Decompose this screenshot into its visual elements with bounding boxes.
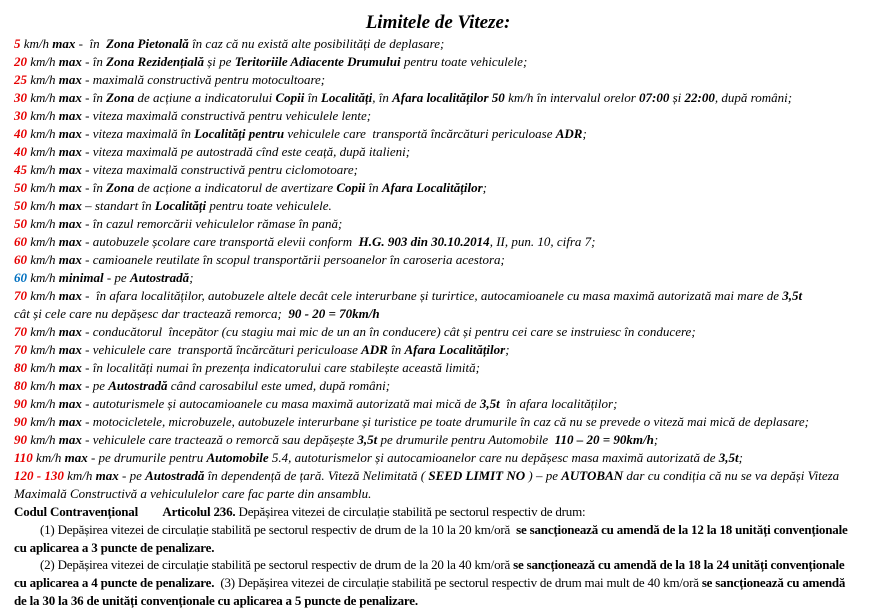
text-run: - autoturismele și autocamioanele cu masa maximă autorizată mai mică de	[81, 396, 480, 411]
text-run: max	[58, 180, 82, 195]
text-run: km/h în intervalul orelor	[504, 90, 640, 105]
text-run: (2) Depășirea vitezei de circulație stabilită pe sectorul respectiv de drum de la 20 la 40 km/oră	[40, 557, 514, 573]
text-run: - în localități numai în prezența indicatorului care stabilește această limită;	[81, 360, 480, 375]
text-run: (3) Depășirea vitezei de circulație stabilită pe sectorul respectiv de drum mai mult de 40 km/oră	[214, 575, 702, 591]
text-run: ;	[582, 126, 587, 141]
text-run: Autostradă	[108, 378, 168, 393]
text-run: se sancționează cu amendă de la 12 la 18 unități convenționale	[516, 521, 848, 537]
text-run: 22:00	[684, 90, 715, 105]
text-run: - în cazul remorcării vehiculelor rămase în pană;	[81, 216, 343, 231]
text-run: Copii	[275, 90, 305, 105]
text-run: de acțiune a indicatorului	[134, 90, 276, 105]
text-run: - motocicletele, microbuzele, autobuzele interurbane și turistice pe toate drumurile în caz că nu se prevede o viteză mai mică de deplasare;	[81, 414, 810, 429]
text-run: Depășirea vitezei de circulație stabilită pe sectorul respectiv de drum:	[235, 504, 586, 519]
text-run: km/h	[27, 198, 59, 213]
text-run: km/h	[63, 468, 96, 483]
text-run: max	[58, 54, 82, 69]
text-run: în	[304, 90, 321, 105]
text-run: cu aplicarea a 3 puncte de penalizare.	[14, 539, 215, 555]
text-run: - viteza maximală constructivă pentru vehiculele lente;	[81, 108, 372, 123]
law-text-line	[14, 521, 862, 539]
text-run: km/h	[27, 126, 59, 141]
text-run: km/h	[27, 216, 59, 231]
speed-limit-line	[14, 449, 862, 467]
text-run: - în afara localităților, autobuzele altele decât cele interurbane și turirtice, autocamioanele cu masa maximă autorizată mai mare de	[81, 288, 783, 303]
law-text-line	[14, 539, 862, 557]
text-run: și	[669, 90, 685, 105]
page-title: Limitele de Viteze:	[365, 12, 511, 33]
text-run: Zona Pietonală	[106, 36, 189, 51]
text-run: max	[58, 378, 82, 393]
text-run: max	[58, 288, 82, 303]
text-run: Zona	[106, 90, 135, 105]
text-run: ;	[653, 432, 659, 447]
text-run: 50	[14, 198, 27, 213]
text-run: 110	[14, 450, 33, 465]
text-run: 3,5t	[479, 396, 500, 411]
text-run: Zona Rezidențială	[106, 54, 204, 69]
text-run: Autostradă	[129, 270, 190, 285]
text-run: în caz că nu există alte posibilități de deplasare;	[188, 36, 445, 51]
text-run: 50	[14, 180, 27, 195]
speed-limit-line	[14, 125, 862, 143]
text-run: max	[58, 234, 82, 249]
text-run: 5	[14, 36, 21, 51]
text-run: se sancționează cu amendă de la 18 la 24 unități convenționale	[513, 557, 845, 573]
text-run: în afara localităților;	[499, 396, 618, 411]
text-run: max	[58, 144, 82, 159]
text-run: 60	[14, 270, 27, 285]
text-run: max	[58, 432, 82, 447]
text-run: de la 30 la 36 de unități convenționale cu aplicarea a 5 puncte de penalizare.	[14, 592, 418, 608]
text-run: și pe	[203, 54, 235, 69]
law-text-line	[14, 592, 862, 610]
speed-limit-line	[14, 359, 862, 377]
text-run: max	[58, 414, 82, 429]
text-run: - vehiculele care transportă încărcături periculoase	[81, 342, 362, 357]
text-run: 80	[14, 360, 27, 375]
text-run: Localități	[154, 198, 207, 213]
text-run: ;	[738, 450, 743, 465]
speed-limit-line	[14, 341, 862, 359]
text-run: 40	[14, 144, 27, 159]
text-run: km/h	[27, 288, 59, 303]
text-run: max	[58, 216, 82, 231]
text-run: km/h	[27, 72, 59, 87]
text-run: max	[58, 162, 82, 177]
text-run: km/h	[27, 54, 59, 69]
text-run: 70	[14, 342, 27, 357]
speed-limit-line	[14, 251, 862, 269]
text-run: vehiculele care transportă încărcături periculoase	[284, 126, 556, 141]
speed-limit-line	[14, 35, 862, 53]
text-run: 07:00	[639, 90, 670, 105]
text-run: minimal	[58, 270, 104, 285]
text-run: 45	[14, 162, 27, 177]
text-run: , după români;	[714, 90, 793, 105]
text-run: km/h	[27, 180, 59, 195]
law-text-line	[14, 503, 862, 521]
text-run: SEED LIMIT NO	[428, 468, 526, 483]
text-run: km/h	[20, 36, 53, 51]
text-run: km/h	[27, 324, 59, 339]
speed-limit-line	[14, 287, 862, 305]
text-run: în	[365, 180, 382, 195]
text-run: - pe	[103, 270, 130, 285]
speed-limit-line	[14, 323, 862, 341]
speed-limit-line	[14, 431, 862, 449]
text-run: 70	[14, 324, 27, 339]
text-run: km/h	[27, 414, 59, 429]
text-run: km/h	[27, 432, 59, 447]
text-run: (1) Depășirea vitezei de circulație stabilită pe sectorul respectiv de drum de la 10 la 20 km/oră	[40, 521, 517, 537]
text-run: max	[58, 126, 82, 141]
text-run: 5.4, autoturismelor și autocamioanelor care nu depășesc masa maximă autorizată de	[268, 450, 719, 465]
text-run: max	[58, 72, 82, 87]
text-run: , în	[372, 90, 393, 105]
text-run: 30	[14, 108, 27, 123]
text-run: se sancționează cu amendă	[701, 575, 846, 591]
text-run: ADR	[555, 126, 583, 141]
text-run: Localități	[320, 90, 373, 105]
text-run: dar cu condiția că nu se va depăși Viteza	[623, 468, 840, 483]
speed-limit-line	[14, 215, 862, 233]
text-run: 90	[14, 432, 27, 447]
text-run: Copii	[336, 180, 366, 195]
text-run: km/h	[27, 144, 59, 159]
text-run: 25	[14, 72, 27, 87]
text-run: 60	[14, 234, 27, 249]
text-run: km/h	[27, 342, 59, 357]
text-run: , II, pun. 10, cifra 7;	[489, 234, 596, 249]
text-run: max	[58, 396, 82, 411]
speed-limit-line	[14, 485, 862, 503]
text-run: - în	[81, 54, 107, 69]
text-run: - autobuzele școlare care transportă elevii conform	[81, 234, 359, 249]
text-run: AUTOBAN	[561, 468, 624, 483]
text-run: - viteza maximală constructivă pentru ciclomotoare;	[81, 162, 358, 177]
text-run: max	[58, 360, 82, 375]
text-run: max	[58, 108, 82, 123]
text-run: 110 – 20 = 90km/h	[554, 432, 654, 447]
text-run: în	[387, 342, 405, 357]
speed-limit-line	[14, 179, 862, 197]
speed-limit-line	[14, 107, 862, 125]
text-run: ADR	[361, 342, 388, 357]
speed-limit-line	[14, 269, 862, 287]
speed-limit-line	[14, 395, 862, 413]
text-run: km/h	[27, 252, 59, 267]
text-run: Afara Localităților	[404, 342, 506, 357]
speed-limit-line	[14, 467, 862, 485]
text-run: 90	[14, 414, 27, 429]
text-run: - viteza maximală pe autostradă cînd este ceață, după italieni;	[81, 144, 411, 159]
speed-limit-line	[14, 377, 862, 395]
text-run: ;	[189, 270, 194, 285]
speed-limit-line	[14, 305, 862, 323]
text-run: cu aplicarea a 4 puncte de penalizare.	[14, 575, 215, 591]
text-run: pe drumurile pentru Automobile	[377, 432, 555, 447]
text-run: 40	[14, 126, 27, 141]
text-run: km/h	[27, 378, 59, 393]
text-run: 20	[14, 54, 27, 69]
text-run: - pe drumurile pentru	[87, 450, 207, 465]
text-run: pentru toate vehiculele.	[206, 198, 332, 213]
text-run: ) – pe	[525, 468, 562, 483]
text-run: max	[64, 450, 88, 465]
text-run: km/h	[27, 270, 59, 285]
text-run	[138, 504, 162, 519]
text-run: - conducătorul începător (cu stagiu mai mic de un an în conducere) cât și pentru cei care se instruiesc în conducere;	[81, 324, 696, 339]
speed-limit-line	[14, 413, 862, 431]
document-body	[14, 35, 862, 610]
text-run: - în	[81, 180, 107, 195]
text-run: - în	[81, 90, 107, 105]
text-run: 3,5t	[357, 432, 378, 447]
text-run: Automobile	[206, 450, 269, 465]
text-run: Afara Localităților	[381, 180, 483, 195]
text-run: 3,5t	[718, 450, 739, 465]
text-run: Localități pentru	[194, 126, 285, 141]
text-run: - în	[75, 36, 107, 51]
speed-limit-line	[14, 197, 862, 215]
speed-limit-line	[14, 53, 862, 71]
text-run: ;	[505, 342, 510, 357]
text-run: max	[95, 468, 119, 483]
text-run: Maximală Constructivă a vehicululelor care fac parte din ansamblu.	[14, 486, 372, 501]
text-run: - camioanele reutilate în scopul transportării persoanelor în caroseria acestora;	[81, 252, 505, 267]
text-run: ;	[482, 180, 487, 195]
text-run: 90 - 20 = 70km/h	[288, 306, 380, 321]
text-run: 30	[14, 90, 27, 105]
text-run: - viteza maximală în	[81, 126, 195, 141]
text-run: 90	[14, 396, 27, 411]
text-run: km/h	[27, 234, 59, 249]
text-run: în dependență de țară. Viteză Nelimitată (	[204, 468, 429, 483]
text-run: 3,5t	[782, 288, 803, 303]
text-run: H.G. 903 din 30.10.2014	[358, 234, 490, 249]
text-run: km/h	[27, 90, 59, 105]
speed-limit-line	[14, 71, 862, 89]
text-run: 60	[14, 252, 27, 267]
text-run: Afara localităților 50	[392, 90, 505, 105]
text-run: cât și cele care nu depășesc dar tractează remorca;	[14, 306, 289, 321]
text-run: Autostradă	[145, 468, 205, 483]
text-run: 70	[14, 288, 27, 303]
text-run: Articolul 236.	[162, 504, 236, 519]
law-text-line	[14, 574, 862, 592]
text-run: – standart în	[81, 198, 155, 213]
text-run: 50	[14, 216, 27, 231]
speed-limit-line	[14, 143, 862, 161]
text-run: max	[58, 252, 82, 267]
text-run: Teritoriile Adiacente Drumului	[234, 54, 401, 69]
text-run: max	[58, 198, 82, 213]
text-run: max	[58, 342, 82, 357]
text-run: max	[58, 324, 82, 339]
text-run: 80	[14, 378, 27, 393]
text-run: km/h	[27, 108, 59, 123]
text-run: 120 - 130	[14, 468, 64, 483]
law-text-line	[14, 556, 862, 574]
text-run: km/h	[27, 162, 59, 177]
text-run: pentru toate vehiculele;	[400, 54, 528, 69]
text-run: max	[58, 90, 82, 105]
text-run: km/h	[27, 360, 59, 375]
text-run: Codul Contravențional	[14, 504, 139, 519]
text-run: - pe	[81, 378, 109, 393]
text-run: - maximală constructivă pentru motocultoare;	[81, 72, 326, 87]
speed-limit-line	[14, 161, 862, 179]
text-run: km/h	[27, 396, 59, 411]
speed-limit-line	[14, 89, 862, 107]
text-run: de acțione a indicatorul de avertizare	[134, 180, 337, 195]
text-run: când carosabilul este umed, după români;	[167, 378, 391, 393]
text-run: max	[52, 36, 76, 51]
text-run: - pe	[118, 468, 146, 483]
speed-limit-line	[14, 233, 862, 251]
text-run: Zona	[106, 180, 135, 195]
text-run: - vehiculele care tractează o remorcă sau depășește	[81, 432, 358, 447]
text-run: km/h	[32, 450, 65, 465]
